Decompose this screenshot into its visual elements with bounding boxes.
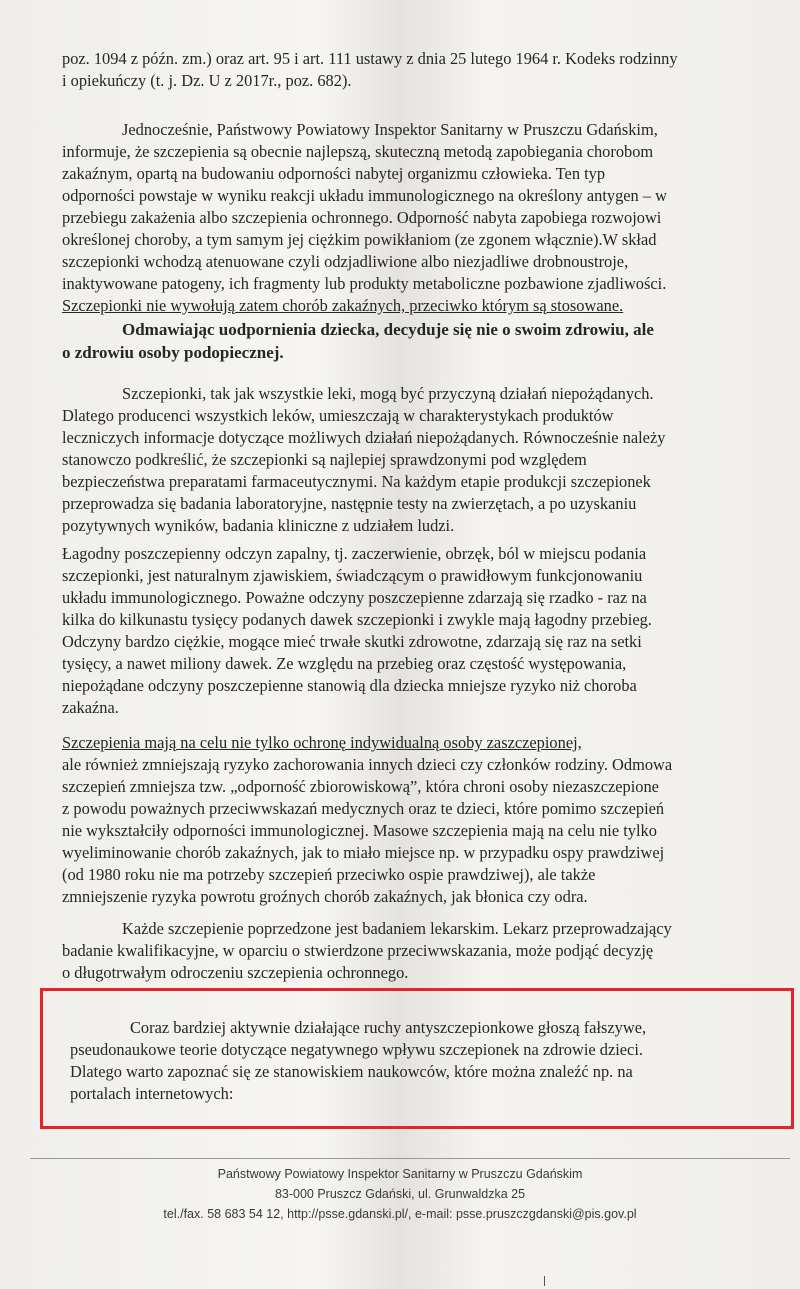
text-line: Coraz bardziej aktywnie działające ruchy antyszczepionkowe głoszą fałszywe, bbox=[130, 1018, 647, 1037]
text-line: stanowczo podkreślić, że szczepionki są najlepiej sprawdzonymi pod względem bbox=[62, 450, 587, 469]
text-line: nie wykształciły odporności immunologicznej. Masowe szczepienia mają na celu nie tylko bbox=[62, 821, 657, 840]
paragraph-anti-vaccine-movements bbox=[70, 1017, 772, 1105]
text-line: o długotrwałym odroczeniu szczepienia ochronnego. bbox=[62, 963, 409, 982]
text-line: poz. 1094 z późn. zm.) oraz art. 95 i art. 111 ustawy z dnia 25 lutego 1964 r. Kodeks rodzinny bbox=[62, 49, 678, 68]
text-line: Dlatego producenci wszystkich leków, umieszczają w charakterystykach produktów bbox=[62, 406, 614, 425]
text-line: określonej choroby, a tym samym jej ciężkim powikłaniom (ze zgonem włącznie).W skład bbox=[62, 230, 657, 249]
text-line-underlined: Szczepionki nie wywołują zatem chorób zakaźnych, przeciwko którym są stosowane. bbox=[62, 296, 624, 315]
text-line: Łagodny poszczepienny odczyn zapalny, tj. zaczerwienie, obrzęk, ból w miejscu podania bbox=[62, 544, 647, 563]
text-line: pseudonaukowe teorie dotyczące negatywnego wpływu szczepionek na zdrowie dzieci. bbox=[70, 1040, 643, 1059]
footer-institution: Państwowy Powiatowy Inspektor Sanitarny w Pruszczu Gdańskim bbox=[217, 1167, 583, 1181]
text-line: portalach internetowych: bbox=[70, 1084, 234, 1103]
text-line: szczepionki, jest naturalnym zjawiskiem, świadczącym o prawidłowym funkcjonowaniu bbox=[62, 566, 643, 585]
text-line: szczepionki wchodzą atenuowane czyli odzjadliwione albo niezjadliwe drobnoustroje, bbox=[62, 252, 629, 271]
text-line: zakaźnym, opartą na budowaniu odporności nabytej organizmu człowieka. Ten typ bbox=[62, 164, 606, 183]
text-line: o zdrowiu osoby podopiecznej. bbox=[62, 343, 284, 362]
text-line: zmniejszenie ryzyka powrotu groźnych chorób zakaźnych, jak błonica czy odra. bbox=[62, 887, 588, 906]
paragraph-reactions bbox=[62, 543, 774, 719]
text-line: przebiegu zakażenia albo szczepienia ochronnego. Odporność nabyta zapobiega rozwojowi bbox=[62, 208, 662, 227]
text-line: inaktywowane patogeny, ich fragmenty lub produkty metaboliczne pozbawione zjadliwości. bbox=[62, 274, 667, 293]
text-line: (od 1980 roku nie ma potrzeby szczepień przeciwko ospie prawdziwej), ale także bbox=[62, 865, 596, 884]
footer-contact: tel./fax. 58 683 54 12, http://psse.gdanski.pl/, e-mail: psse.pruszczgdanski@pis.gov.pl bbox=[163, 1207, 637, 1221]
text-line: leczniczych informacje dotyczące możliwych działań niepożądanych. Równocześnie należy bbox=[62, 428, 666, 447]
text-line: Jednocześnie, Państwowy Powiatowy Inspektor Sanitarny w Pruszczu Gdańskim, bbox=[122, 120, 658, 139]
text-line: kilka do kilkunastu tysięcy podanych dawek szczepionki i zwykle mają łagodny przebieg. bbox=[62, 610, 652, 629]
footer bbox=[0, 1164, 800, 1224]
text-line: odporności powstaje w wyniku reakcji układu immunologicznego na określony antygen – w bbox=[62, 186, 667, 205]
text-line: Odczyny bardzo ciężkie, mogące mieć trwałe skutki zdrowotne, zdarzają się raz na setki bbox=[62, 632, 642, 651]
text-line: z powodu poważnych przeciwwskazań medycznych oraz te dzieci, które pomimo szczepień bbox=[62, 799, 665, 818]
text-line: bezpieczeństwa preparatami farmaceutycznymi. Na każdym etapie produkcji szczepionek bbox=[62, 472, 651, 491]
text-line: tysięcy, a nawet miliony dawek. Ze względu na przebieg oraz częstość występowania, bbox=[62, 654, 627, 673]
paragraph-side-effects bbox=[62, 383, 774, 537]
footer-divider bbox=[30, 1158, 790, 1159]
text-line-underlined: Szczepienia mają na celu nie tylko ochronę indywidualną osoby zaszczepionej, bbox=[62, 733, 582, 752]
text-line: zakaźna. bbox=[62, 698, 119, 717]
text-line: Dlatego warto zapoznać się ze stanowiskiem naukowców, które można znaleźć np. na bbox=[70, 1062, 633, 1081]
text-line: niepożądane odczyny poszczepienne stanowią dla dziecka mniejsze ryzyko niż choroba bbox=[62, 676, 637, 695]
text-line: Szczepionki, tak jak wszystkie leki, mogą być przyczyną działań niepożądanych. bbox=[122, 384, 654, 403]
paragraph-herd-immunity bbox=[62, 732, 774, 908]
text-line: pozytywnych wyników, badania kliniczne z udziałem ludzi. bbox=[62, 516, 455, 535]
text-line: ale również zmniejszają ryzyko zachorowania innych dzieci czy członków rodziny. Odmowa bbox=[62, 755, 673, 774]
text-line: i opiekuńczy (t. j. Dz. U z 2017r., poz. 682). bbox=[62, 71, 352, 90]
text-line: przeprowadza się badania laboratoryjne, następnie testy na zwierzętach, a po uzyskaniu bbox=[62, 494, 637, 513]
text-line: informuje, że szczepienia są obecnie najlepszą, skuteczną metodą zapobiegania chorobom bbox=[62, 142, 654, 161]
paragraph-bold-statement bbox=[62, 318, 774, 364]
text-line: badanie kwalifikacyjne, w oparciu o stwierdzone przeciwwskazania, może podjąć decyzję bbox=[62, 941, 654, 960]
footer-address: 83-000 Pruszcz Gdański, ul. Grunwaldzka 25 bbox=[274, 1187, 526, 1201]
text-line: szczepień zmniejsza tzw. „odporność zbiorowiskową”, która chroni osoby niezaszczepione bbox=[62, 777, 659, 796]
text-line: wyeliminowanie chorób zakaźnych, jak to miało miejsce np. w przypadku ospy prawdziwej bbox=[62, 843, 665, 862]
paragraph-legal-reference bbox=[62, 48, 774, 92]
paragraph-vaccination-effectiveness bbox=[62, 119, 774, 317]
text-line: Każde szczepienie poprzedzone jest badaniem lekarskim. Lekarz przeprowadzający bbox=[122, 919, 672, 938]
page-fold-mark bbox=[544, 1276, 545, 1286]
text-line: układu immunologicznego. Poważne odczyny poszczepienne zdarzają się rzadko - raz na bbox=[62, 588, 647, 607]
paragraph-medical-examination bbox=[62, 918, 774, 984]
text-line: Odmawiając uodpornienia dziecka, decyduje się nie o swoim zdrowiu, ale bbox=[122, 320, 654, 339]
